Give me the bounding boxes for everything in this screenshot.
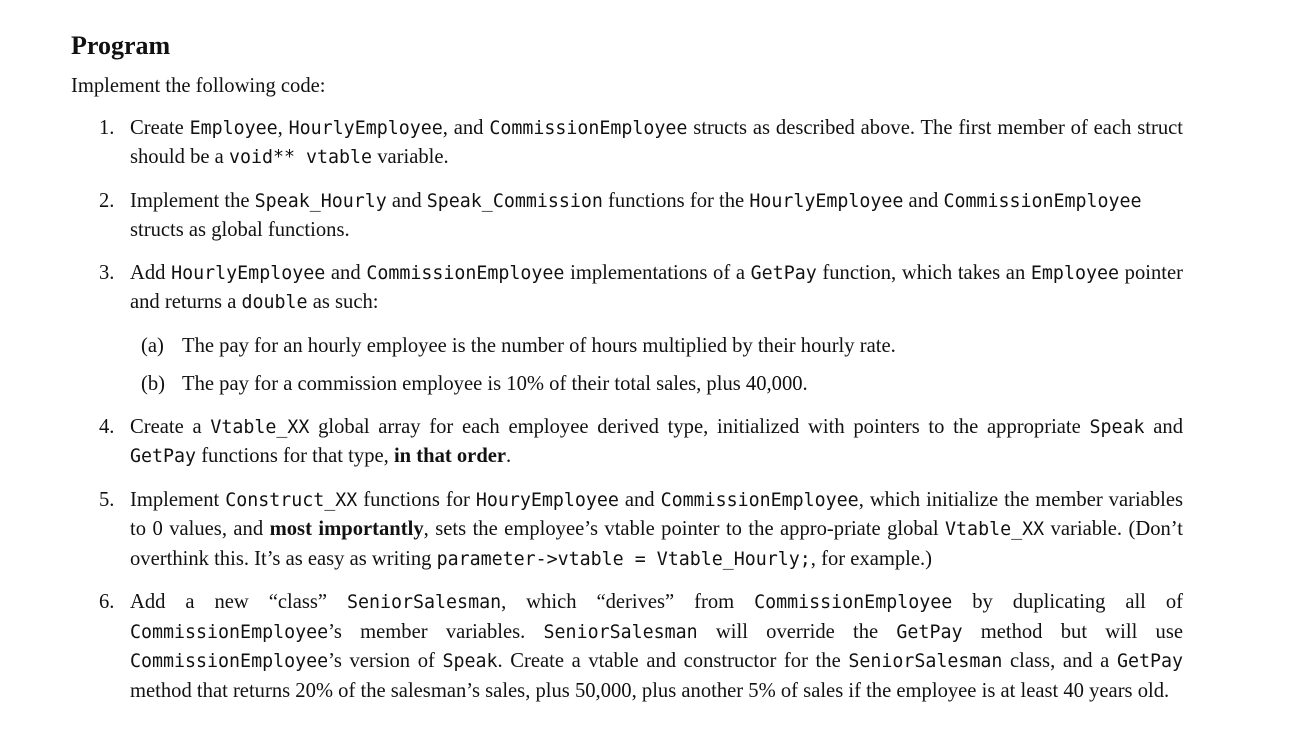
list-item (71, 588, 1183, 705)
code-run: Speak_Hourly (254, 190, 387, 212)
code-run: Speak (442, 651, 498, 672)
text-run: method but will use (962, 620, 1184, 643)
code-run: CommissionEmployee (366, 262, 565, 284)
text-run: , for example.) (810, 547, 933, 570)
code-run: Employee (1030, 262, 1119, 284)
intro-text: Implement the following code: (71, 75, 326, 97)
text-run: Implement the (130, 189, 255, 212)
text-run: as such: (307, 291, 379, 313)
text-run: will override the (697, 620, 897, 643)
code-run: GetPay (1116, 651, 1183, 672)
text-run: and (386, 189, 427, 212)
section-title: Program (71, 31, 171, 60)
text-run: method that returns 20% of the salesman’s sales, plus 50,000, plus another 5% of sales if the employee is at least 40 years old. (130, 679, 1170, 702)
code-run: void** vtable (228, 147, 373, 168)
code-run: CommissionEmployee (943, 190, 1142, 212)
text-run: Implement (130, 488, 226, 511)
sub-list-item (130, 332, 1183, 361)
sub-item-text: The pay for an hourly employee is the number of hours multiplied by their hourly rate. (182, 334, 896, 357)
text-run: and (618, 488, 661, 511)
code-run: double (241, 292, 308, 313)
list-item (71, 413, 1183, 472)
code-run: Speak (1089, 416, 1145, 438)
sub-item-number: (b) (141, 373, 166, 395)
list-item (71, 486, 1183, 575)
item-number: 4. (99, 415, 115, 438)
item-number: 5. (99, 488, 115, 511)
code-run: Construct_XX (225, 489, 358, 511)
code-run: CommissionEmployee (754, 592, 953, 613)
code-run: SeniorSalesman (848, 651, 1003, 672)
item-number: 1. (99, 116, 115, 139)
code-run: Vtable_XX (945, 519, 1045, 540)
code-run: HourlyEmployee (749, 190, 904, 212)
text-run: function, which takes an (816, 261, 1031, 284)
list-item (71, 259, 1183, 399)
code-run: GetPay (750, 262, 817, 284)
code-run: parameter->vtable = Vtable_Hourly; (436, 548, 811, 570)
text-run: , (277, 116, 289, 139)
text-run: structs as global functions. (130, 219, 350, 241)
code-run: HouryEmployee (475, 489, 619, 511)
code-run: GetPay (896, 621, 963, 643)
code-run: CommissionEmployee (130, 621, 329, 643)
instruction-list (71, 114, 1311, 706)
text-run: implementations of a (564, 261, 751, 284)
text-run: Create a (130, 415, 211, 438)
text-run: , which “derives” from (501, 591, 755, 613)
item-number: 3. (99, 261, 115, 284)
text-run: Add (130, 261, 172, 284)
code-run: HourlyEmployee (171, 262, 326, 284)
list-item (71, 114, 1183, 173)
text-run: Create (130, 116, 190, 139)
code-run: HourlyEmployee (288, 117, 443, 139)
bold-run: in that order (393, 445, 507, 467)
text-run: ’s member variables. (328, 620, 544, 643)
text-run: class, and a (1002, 650, 1117, 672)
text-run: ’s version of (328, 650, 443, 672)
code-run: SeniorSalesman (543, 621, 698, 643)
text-run: variable. (372, 146, 449, 168)
item-number: 6. (99, 591, 115, 613)
item-number: 2. (99, 189, 115, 212)
sub-item-number: (a) (141, 334, 164, 357)
code-run: CommissionEmployee (489, 117, 688, 139)
code-run: Employee (189, 117, 278, 139)
sub-item-text: The pay for a commission employee is 10% of their total sales, plus 40,000. (182, 373, 808, 395)
text-run: , sets the employee’s vtable pointer to the appro-priate global (423, 518, 946, 540)
text-run: . (506, 445, 512, 467)
bold-run: most importantly (269, 518, 424, 540)
text-run: . Create a vtable and constructor for the (497, 650, 849, 672)
text-run: by duplicating all of (952, 591, 1183, 613)
code-run: Vtable_XX (210, 416, 310, 438)
text-run: pointer and returns a (130, 261, 1183, 313)
text-run: functions for that type, (196, 445, 394, 467)
code-run: CommissionEmployee (660, 489, 859, 511)
code-run: CommissionEmployee (130, 651, 329, 672)
text-run: functions for (357, 488, 476, 511)
code-run: Speak_Commission (426, 190, 603, 212)
text-run: global array for each employee derived type, initialized with pointers to the appropriate (309, 415, 1090, 438)
text-run: and (903, 189, 944, 212)
code-run: SeniorSalesman (347, 592, 502, 613)
text-run: , which initialize the member variables to 0 values, and (130, 488, 1184, 540)
text-run: functions for the (602, 189, 750, 212)
list-item (71, 187, 1316, 245)
text-run: and (325, 261, 367, 284)
sub-list-item (130, 370, 1183, 399)
sub-list (130, 332, 1183, 399)
code-run: GetPay (130, 446, 197, 467)
text-run: and (1144, 415, 1183, 438)
text-run: variable. (Don’t overthink this. It’s as easy as writing (130, 518, 1184, 570)
document-page (71, 30, 1311, 719)
text-run: , and (442, 116, 490, 139)
text-run: structs as described above. The first member of each struct should be a (130, 116, 1183, 168)
text-run: Add a new “class” (130, 591, 347, 613)
